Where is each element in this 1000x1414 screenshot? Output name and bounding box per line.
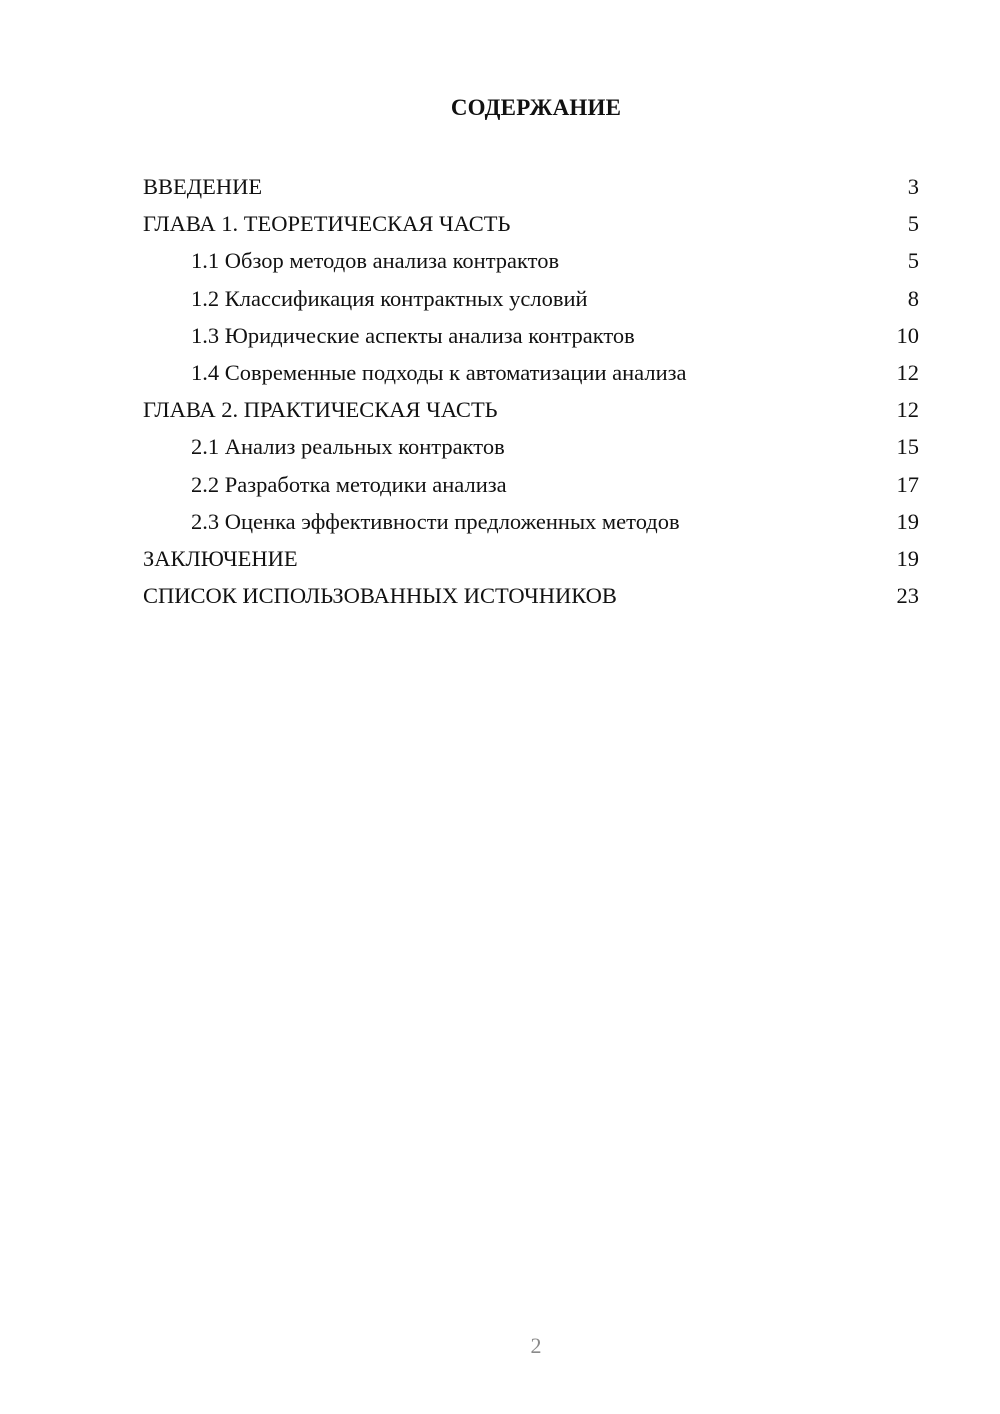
toc-subentry xyxy=(143,242,919,279)
toc-entry-label: 1.1 Обзор методов анализа контрактов xyxy=(191,248,560,274)
toc-entry-page: 5 xyxy=(907,211,919,237)
toc-entry xyxy=(143,168,919,205)
toc-entry-page: 10 xyxy=(896,322,919,348)
toc-subentry xyxy=(143,503,919,540)
toc-entry-page: 17 xyxy=(896,471,919,497)
toc-entry-label: 2.2 Разработка методики анализа xyxy=(191,471,507,497)
toc-entry-page: 12 xyxy=(896,359,919,385)
toc-entry-label: 1.2 Классификация контрактных условий xyxy=(191,285,588,311)
toc-entry xyxy=(143,540,919,577)
toc-entry-label: 2.1 Анализ реальных контрактов xyxy=(191,434,505,460)
toc-entry-page: 12 xyxy=(896,397,919,423)
toc-subentry xyxy=(143,354,919,391)
toc-entry-label: 2.3 Оценка эффективности предложенных методов xyxy=(191,508,680,534)
toc-entry-page: 19 xyxy=(896,545,919,571)
toc-entry xyxy=(143,205,919,242)
toc-entry xyxy=(143,391,919,428)
toc-entry-label: ЗАКЛЮЧЕНИЕ xyxy=(143,545,298,571)
toc-entry xyxy=(143,577,919,614)
toc-subentry xyxy=(143,280,919,317)
toc-entry-label: ВВЕДЕНИЕ xyxy=(143,174,263,199)
page-title: СОДЕРЖАНИЕ xyxy=(450,95,622,120)
toc-subentry xyxy=(143,428,919,465)
table-of-contents xyxy=(143,168,919,614)
toc-entry-page: 8 xyxy=(907,285,919,311)
toc-entry-label: 1.3 Юридические аспекты анализа контрактов xyxy=(191,322,635,348)
toc-entry-page: 19 xyxy=(896,508,919,534)
toc-entry-page: 15 xyxy=(896,434,919,460)
toc-subentry xyxy=(143,317,919,354)
toc-entry-page: 3 xyxy=(907,174,919,199)
toc-entry-label: ГЛАВА 1. ТЕОРЕТИЧЕСКАЯ ЧАСТЬ xyxy=(143,211,511,237)
toc-entry-page: 5 xyxy=(907,248,919,274)
toc-entry-label: СПИСОК ИСПОЛЬЗОВАННЫХ ИСТОЧНИКОВ xyxy=(143,583,617,609)
toc-entry-page: 23 xyxy=(896,583,919,609)
toc-entry-label: 1.4 Современные подходы к автоматизации анализа xyxy=(191,359,687,385)
page-number: 2 xyxy=(530,1333,542,1358)
toc-subentry xyxy=(143,466,919,503)
toc-entry-label: ГЛАВА 2. ПРАКТИЧЕСКАЯ ЧАСТЬ xyxy=(143,397,498,423)
